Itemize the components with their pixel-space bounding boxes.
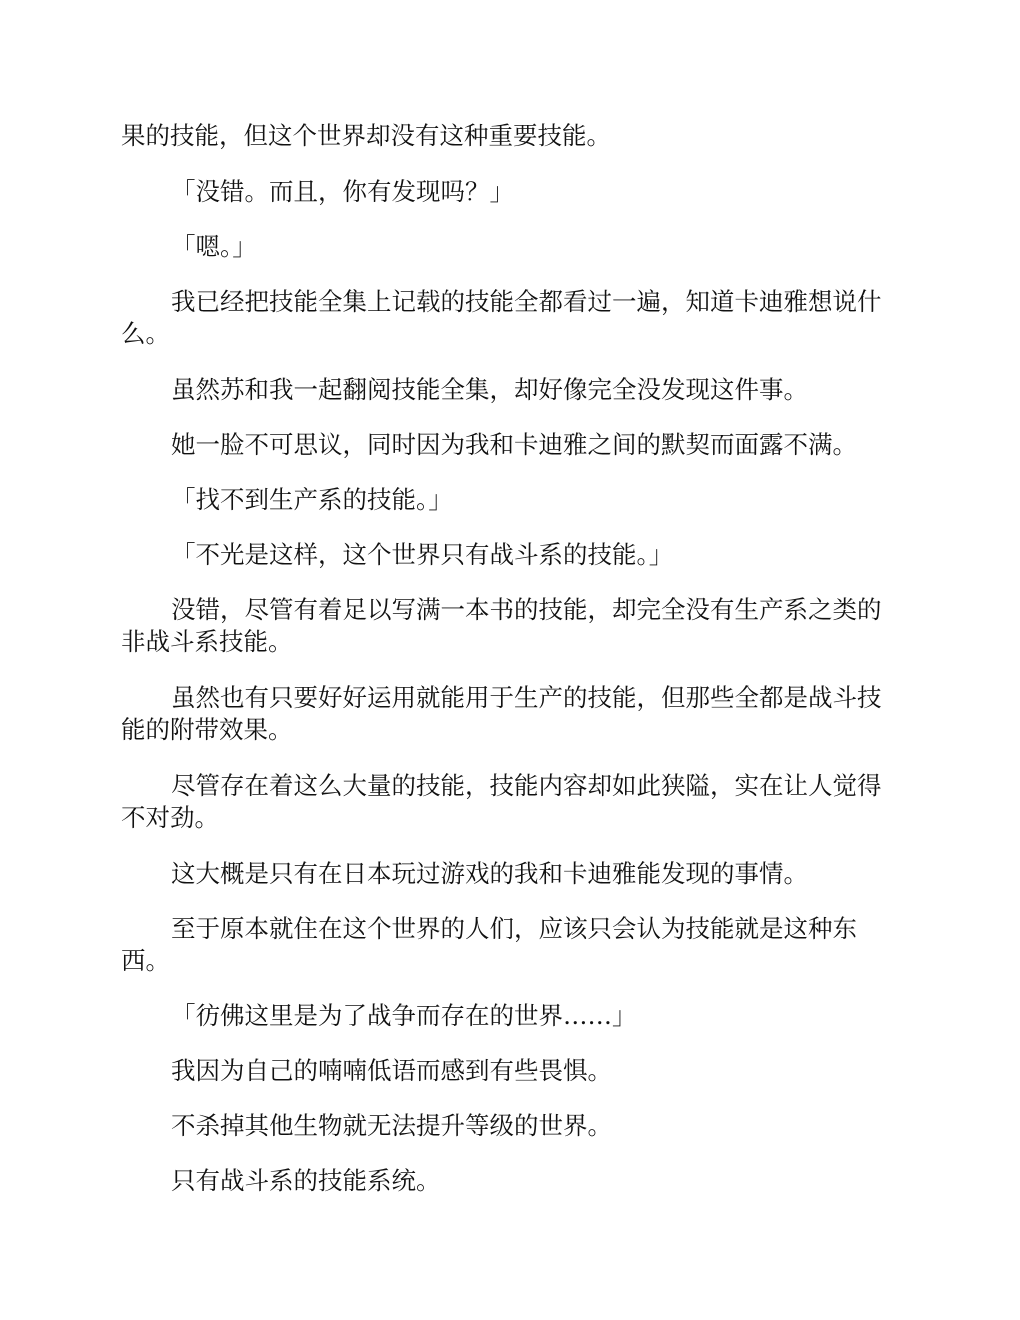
paragraph: 不杀掉其他生物就无法提升等级的世界。: [171, 1111, 612, 1140]
paragraph: 没错，尽管有着足以写满一本书的技能，却完全没有生产系之类的非战斗系技能。: [121, 595, 882, 656]
paragraph: 我因为自己的喃喃低语而感到有些畏惧。: [171, 1056, 612, 1085]
paragraph: 虽然苏和我一起翻阅技能全集，却好像完全没发现这件事。: [171, 375, 808, 404]
paragraph: 虽然也有只要好好运用就能用于生产的技能，但那些全都是战斗技能的附带效果。: [121, 683, 882, 744]
paragraph: 尽管存在着这么大量的技能，技能内容却如此狭隘，实在让人觉得不对劲。: [121, 771, 882, 832]
dialogue-line: 「彷佛这里是为了战争而存在的世界……」: [171, 1001, 637, 1030]
paragraph: 这大概是只有在日本玩过游戏的我和卡迪雅能发现的事情。: [171, 859, 808, 888]
paragraph: 只有战斗系的技能系统。: [171, 1166, 441, 1195]
dialogue-line: 「找不到生产系的技能。」: [171, 485, 453, 514]
paragraph-continuation: 果的技能，但这个世界却没有这种重要技能。: [121, 121, 611, 150]
paragraph: 我已经把技能全集上记载的技能全都看过一遍，知道卡迪雅想说什么。: [121, 287, 882, 348]
dialogue-line: 「嗯。」: [171, 232, 257, 261]
paragraph: 至于原本就住在这个世界的人们，应该只会认为技能就是这种东西。: [121, 914, 857, 975]
paragraph: 她一脸不可思议，同时因为我和卡迪雅之间的默契而面露不满。: [171, 430, 857, 459]
dialogue-line: 「不光是这样，这个世界只有战斗系的技能。」: [171, 540, 674, 569]
dialogue-line: 「没错。而且，你有发现吗？」: [171, 177, 514, 206]
